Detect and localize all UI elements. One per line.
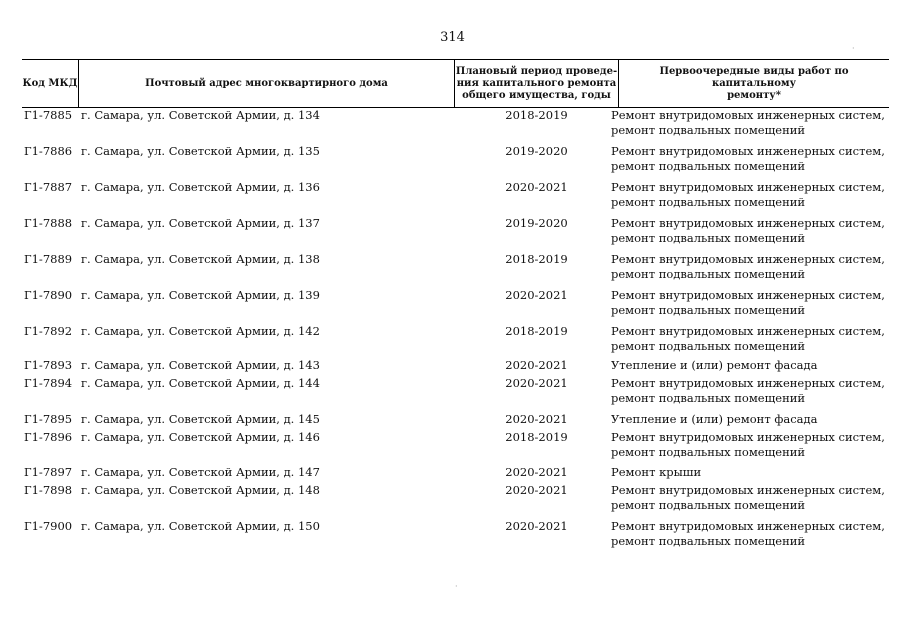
row-code: Г1-7894: [24, 376, 73, 390]
row-code: Г1-7886: [24, 144, 73, 158]
row-works-line: Ремонт внутридомовых инженерных систем,: [611, 252, 885, 266]
row-works-line: Утепление и (или) ремонт фасада: [611, 358, 818, 372]
header-period-line: ния капитального ремонта: [456, 77, 617, 89]
scan-speck: ·: [852, 44, 855, 53]
table-header: [22, 59, 889, 108]
row-works: [611, 483, 886, 513]
row-works-line: Ремонт внутридомовых инженерных систем,: [611, 288, 885, 302]
row-code: Г1-7895: [24, 412, 73, 426]
row-works-line: Ремонт внутридомовых инженерных систем,: [611, 324, 885, 338]
row-works: [611, 430, 886, 460]
row-period: 2020-2021: [505, 412, 568, 426]
row-code: Г1-7900: [24, 519, 73, 533]
row-works-line: ремонт подвальных помещений: [611, 339, 806, 353]
header-works-line: ремонту*: [727, 89, 781, 101]
row-address: г. Самара, ул. Советской Армии, д. 139: [81, 288, 320, 302]
row-code: Г1-7892: [24, 324, 73, 338]
row-address: г. Самара, ул. Советской Армии, д. 135: [81, 144, 320, 158]
row-period: 2020-2021: [505, 288, 568, 302]
row-code: Г1-7890: [24, 288, 73, 302]
row-works-line: ремонт подвальных помещений: [611, 391, 806, 405]
row-address: г. Самара, ул. Советской Армии, д. 136: [81, 180, 320, 194]
row-works: [611, 324, 886, 354]
row-address: г. Самара, ул. Советской Армии, д. 143: [81, 358, 320, 372]
row-works-line: ремонт подвальных помещений: [611, 267, 806, 281]
header-works: [619, 60, 889, 107]
row-works-line: ремонт подвальных помещений: [611, 498, 806, 512]
row-works-line: Ремонт крыши: [611, 465, 702, 479]
row-address: г. Самара, ул. Советской Армии, д. 137: [81, 216, 320, 230]
row-works-line: ремонт подвальных помещений: [611, 445, 806, 459]
row-works-line: Утепление и (или) ремонт фасада: [611, 412, 818, 426]
header-address: Почтовый адрес многоквартирного дома: [145, 77, 388, 89]
row-period: 2020-2021: [505, 180, 568, 194]
row-address: г. Самара, ул. Советской Армии, д. 142: [81, 324, 320, 338]
scan-speck: ·: [455, 582, 458, 591]
row-address: г. Самара, ул. Советской Армии, д. 144: [81, 376, 320, 390]
row-address: г. Самара, ул. Советской Армии, д. 138: [81, 252, 320, 266]
header-code: Код МКД: [22, 77, 78, 89]
row-period: 2020-2021: [505, 519, 568, 533]
row-address: г. Самара, ул. Советской Армии, д. 150: [81, 519, 320, 533]
row-works: [611, 465, 886, 480]
row-period: 2020-2021: [505, 483, 568, 497]
row-address: г. Самара, ул. Советской Армии, д. 148: [81, 483, 320, 497]
row-period: 2020-2021: [505, 465, 568, 479]
header-works-line: Первоочередные виды работ по капитальному: [659, 65, 849, 89]
row-works-line: Ремонт внутридомовых инженерных систем,: [611, 180, 885, 194]
row-code: Г1-7887: [24, 180, 73, 194]
row-address: г. Самара, ул. Советской Армии, д. 145: [81, 412, 320, 426]
row-code: Г1-7896: [24, 430, 73, 444]
row-works: [611, 252, 886, 282]
row-period: 2018-2019: [505, 108, 568, 122]
row-works: [611, 108, 886, 138]
row-code: Г1-7893: [24, 358, 73, 372]
row-works-line: Ремонт внутридомовых инженерных систем,: [611, 376, 885, 390]
row-works-line: Ремонт внутридомовых инженерных систем,: [611, 430, 885, 444]
row-works-line: ремонт подвальных помещений: [611, 123, 806, 137]
row-address: г. Самара, ул. Советской Армии, д. 146: [81, 430, 320, 444]
row-works: [611, 412, 886, 427]
row-works-line: Ремонт внутридомовых инженерных систем,: [611, 216, 885, 230]
row-works-line: ремонт подвальных помещений: [611, 159, 806, 173]
row-period: 2018-2019: [505, 430, 568, 444]
row-works-line: Ремонт внутридомовых инженерных систем,: [611, 108, 885, 122]
row-code: Г1-7885: [24, 108, 73, 122]
row-works: [611, 180, 886, 210]
row-address: г. Самара, ул. Советской Армии, д. 147: [81, 465, 320, 479]
row-code: Г1-7897: [24, 465, 73, 479]
row-works: [611, 376, 886, 406]
row-works-line: ремонт подвальных помещений: [611, 231, 806, 245]
row-period: 2018-2019: [505, 324, 568, 338]
row-works-line: ремонт подвальных помещений: [611, 303, 806, 317]
row-works: [611, 519, 886, 549]
row-works: [611, 216, 886, 246]
row-works-line: Ремонт внутридомовых инженерных систем,: [611, 483, 885, 497]
row-period: 2020-2021: [505, 358, 568, 372]
row-period: 2019-2020: [505, 216, 568, 230]
row-code: Г1-7889: [24, 252, 73, 266]
row-address: г. Самара, ул. Советской Армии, д. 134: [81, 108, 320, 122]
page-number: 314: [440, 30, 465, 45]
row-period: 2018-2019: [505, 252, 568, 266]
row-code: Г1-7898: [24, 483, 73, 497]
row-code: Г1-7888: [24, 216, 73, 230]
row-works-line: ремонт подвальных помещений: [611, 534, 806, 548]
row-works: [611, 288, 886, 318]
header-period-line: Плановый период проведе-: [455, 65, 618, 77]
header-period-line: общего имущества, годы: [462, 89, 611, 101]
row-works-line: ремонт подвальных помещений: [611, 195, 806, 209]
row-works: [611, 358, 886, 373]
row-period: 2020-2021: [505, 376, 568, 390]
row-period: 2019-2020: [505, 144, 568, 158]
row-works: [611, 144, 886, 174]
row-works-line: Ремонт внутридомовых инженерных систем,: [611, 519, 885, 533]
header-period: [455, 60, 618, 107]
row-works-line: Ремонт внутридомовых инженерных систем,: [611, 144, 885, 158]
